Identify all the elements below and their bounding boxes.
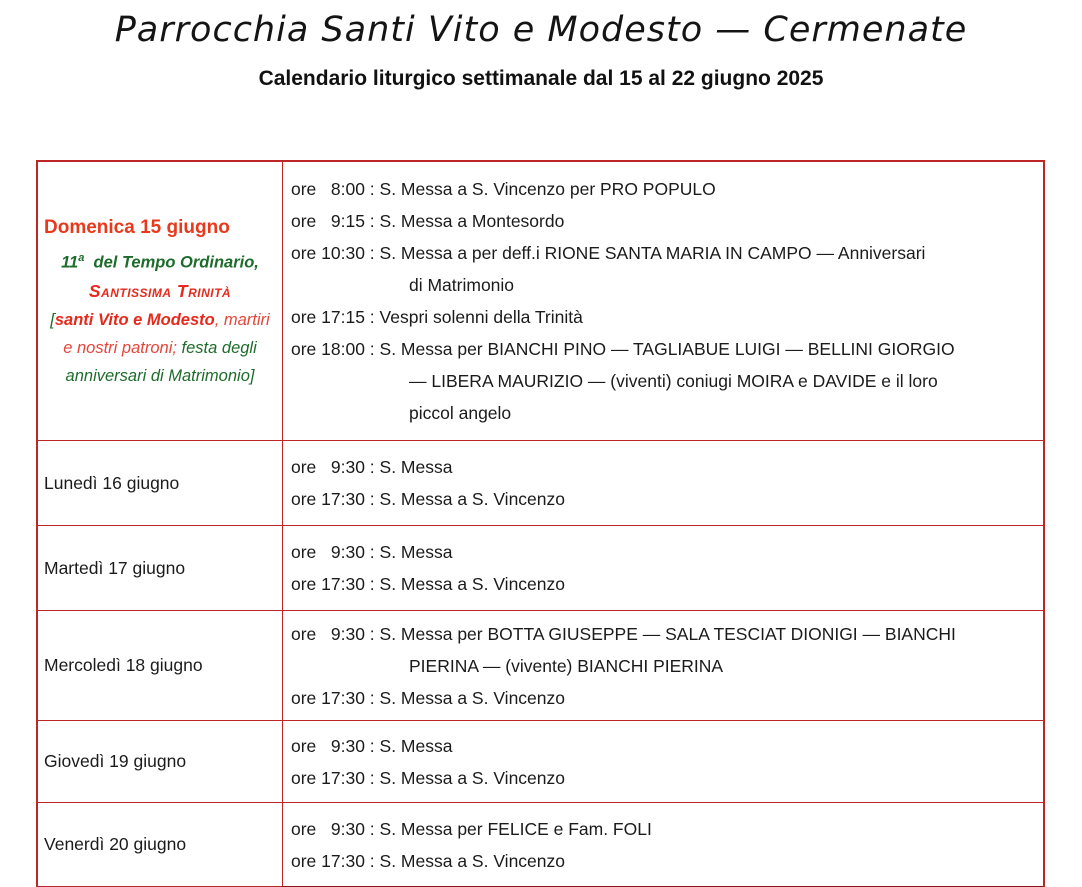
day-text-run: anniversari di Matrimonio] (65, 366, 255, 385)
day-cell (38, 525, 283, 610)
day-text-run: Mercoledì 18 giugno (44, 655, 203, 675)
schedule-entry (291, 173, 1033, 205)
day-text-run: , martiri (214, 310, 270, 329)
schedule-entry (291, 205, 1033, 237)
day-line (44, 306, 276, 334)
schedule-entry-line: ore 9:30 : S. Messa (291, 735, 453, 756)
schedule-entry-line: ore 17:30 : S. Messa a S. Vincenzo (291, 687, 566, 708)
day-line (44, 212, 276, 244)
day-text-run: 11 (61, 253, 79, 272)
day-text-run: a (78, 252, 85, 265)
schedule-entry-line: ore 17:15 : Vespri solenni della Trinità (291, 307, 583, 327)
schedule-entry (291, 483, 1033, 515)
day-cell (38, 720, 283, 802)
day-line (44, 554, 276, 583)
day-text-run: Domenica 15 giugno (44, 217, 230, 239)
schedule-entry-line: ore 9:15 : S. Messa a Montesordo (291, 211, 565, 231)
schedule-entry (291, 301, 1033, 333)
day-line (44, 277, 276, 306)
schedule-cell (283, 162, 1043, 440)
schedule-entry (291, 845, 1033, 877)
schedule-cell (283, 720, 1043, 802)
schedule-entry (291, 536, 1033, 568)
schedule-entry-line: ore 9:30 : S. Messa (291, 542, 453, 562)
day-line (44, 747, 276, 776)
page-title: Parrocchia Santi Vito e Modesto — Cermenate (114, 10, 968, 50)
day-line (44, 334, 276, 362)
table-row (38, 610, 1043, 720)
schedule-cell (283, 440, 1043, 525)
day-cell (38, 802, 283, 886)
schedule-entry-line: ore 8:00 : S. Messa a S. Vincenzo per PRO POPULO (291, 179, 716, 199)
schedule-entry-line: ore 18:00 : S. Messa per BIANCHI PINO — TAGLIABUE LUIGI — BELLINI GIORGIO (291, 339, 955, 359)
schedule-entry (291, 237, 1033, 301)
schedule-entry (291, 333, 1033, 429)
schedule-entry (291, 813, 1033, 845)
day-line (44, 362, 276, 390)
schedule-entry-continuation: — LIBERA MAURIZIO — (viventi) coniugi MOIRA e DAVIDE e il loro (409, 371, 938, 391)
day-text-run: Lunedì 16 giugno (44, 472, 180, 493)
schedule-entry-continuation: PIERINA — (vivente) BIANCHI PIERINA (409, 655, 724, 676)
schedule-entry-line: ore 17:30 : S. Messa a S. Vincenzo (291, 574, 566, 594)
day-line (44, 469, 276, 498)
day-text-run: del Tempo Ordinario, (84, 253, 259, 272)
day-cell (38, 440, 283, 525)
page-subtitle: Calendario liturgico settimanale dal 15 al 22 giugno 2025 (258, 67, 824, 90)
table-row (38, 440, 1043, 525)
schedule-entry-line: ore 17:30 : S. Messa a S. Vincenzo (291, 850, 566, 871)
day-line (44, 830, 276, 859)
schedule-entry-line: ore 17:30 : S. Messa a S. Vincenzo (291, 489, 566, 509)
schedule-cell (283, 610, 1043, 720)
schedule-entry-continuation: di Matrimonio (409, 275, 515, 295)
day-text-run: Giovedì 19 giugno (44, 751, 187, 771)
table-row (38, 802, 1043, 886)
calendar-table (36, 160, 1045, 887)
day-cell (38, 162, 283, 440)
schedule-cell (283, 802, 1043, 886)
day-text-run: Martedì 17 giugno (44, 557, 186, 578)
day-line (44, 244, 276, 277)
day-text-run: e nostri patroni; (63, 338, 182, 357)
table-row (38, 162, 1043, 440)
schedule-cell (283, 525, 1043, 610)
day-text-run: santi Vito e Modesto (54, 310, 215, 329)
table-row (38, 720, 1043, 802)
day-line (44, 651, 276, 680)
schedule-entry-line: ore 9:30 : S. Messa per BOTTA GIUSEPPE — SALA TESCIAT DIONIGI — BIANCHI (291, 623, 956, 644)
day-cell (38, 610, 283, 720)
day-text-run: Venerdì 20 giugno (44, 834, 187, 854)
day-text-run: [ (50, 310, 55, 329)
schedule-entry (291, 451, 1033, 483)
day-text-run: Santissima Trinità (88, 280, 232, 301)
schedule-entry (291, 762, 1033, 794)
day-text-run: festa degli (181, 338, 257, 357)
schedule-entry (291, 682, 1033, 714)
schedule-entry-line: ore 9:30 : S. Messa per FELICE e Fam. FOLI (291, 818, 652, 839)
schedule-entry (291, 568, 1033, 600)
schedule-entry (291, 618, 1033, 682)
table-row (38, 525, 1043, 610)
schedule-entry (291, 730, 1033, 762)
schedule-entry-line: ore 10:30 : S. Messa a per deff.i RIONE SANTA MARIA IN CAMPO — Anniversari (291, 243, 926, 263)
schedule-entry-line: ore 17:30 : S. Messa a S. Vincenzo (291, 767, 566, 788)
schedule-entry-line: ore 9:30 : S. Messa (291, 457, 453, 477)
schedule-entry-continuation: piccol angelo (409, 403, 512, 423)
